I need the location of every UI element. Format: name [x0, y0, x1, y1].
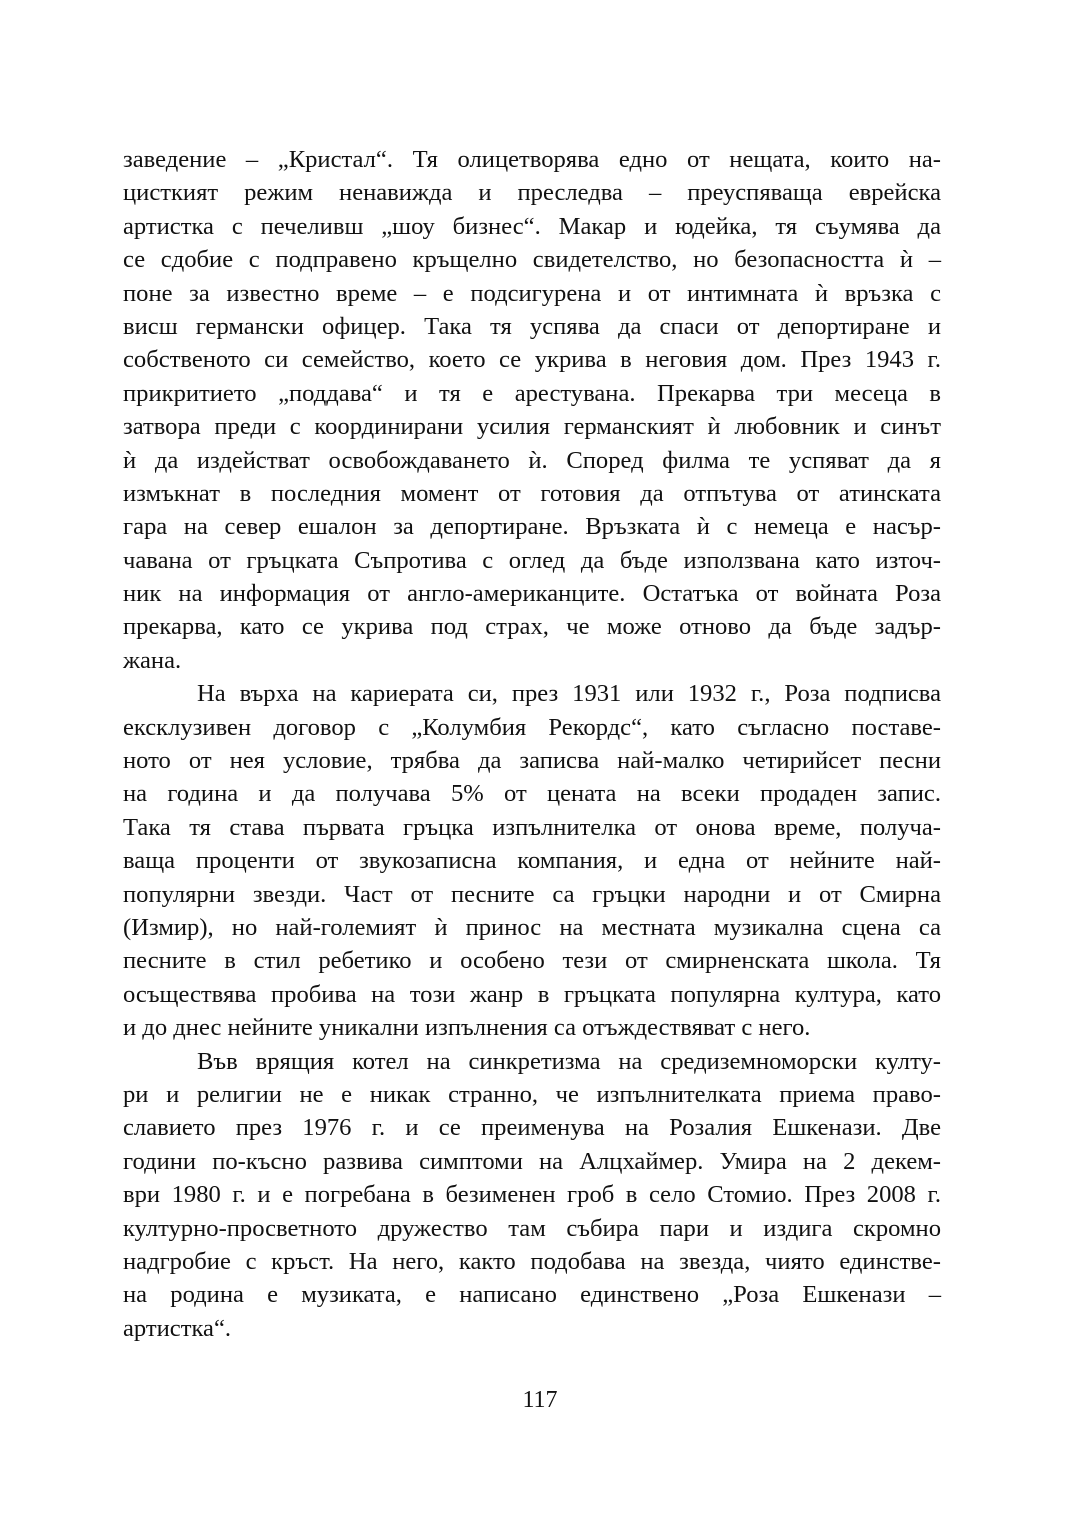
text-line: заведение – „Кристал“. Тя олицетворява едно от нещата, които на- [123, 146, 941, 173]
text-line: и до днес нейните уникални изпълнения са отъждествяват с него. [123, 1014, 811, 1042]
text-line: артистка“. [123, 1314, 232, 1342]
text-line: осъществява пробива на този жанр в гръцката популярна култура, като [123, 980, 941, 1008]
text-line: чавана от гръцката Съпротива с оглед да бъде използвана като източ- [123, 546, 941, 574]
text-line: на родина е музиката, е написано единствено „Роза Ешкенази – [123, 1281, 941, 1309]
text-line: прекарва, като се укрива под страх, че може отново да бъде задър- [123, 613, 941, 641]
text-line: артистка с печеливш „шоу бизнес“. Макар и юдейка, тя съумява да [123, 212, 941, 240]
paragraph [123, 1045, 941, 1346]
text-line: ри и религии не е никак странно, че изпълнителката приема право- [123, 1080, 941, 1108]
text-line: Така тя става първата гръцка изпълнителка от онова време, получа- [123, 813, 941, 841]
text-line: Във врящия котел на синкретизма на средиземноморски култу- [197, 1047, 941, 1075]
text-line: гара на север ешалон за депортиране. Връзката ѝ с немеца е насър- [123, 513, 941, 541]
text-line: собственото си семейство, което се укрива в неговия дом. През 1943 г. [123, 346, 941, 374]
text-line: ното от нея условие, трябва да записва най-малко четирийсет песни [123, 747, 941, 775]
text-line: цисткият режим ненавижда и преследва – преуспяваща еврейска [123, 179, 941, 207]
text-line: културно-просветното дружество там събира пари и издига скромно [123, 1214, 941, 1242]
text-line: поне за известно време – е подсигурена и от интимната ѝ връзка с [123, 279, 941, 307]
text-line: ѝ да издействат освобождаването ѝ. Според филма те успяват да я [123, 446, 941, 474]
text-line: на година и да получава 5% от цената на всеки продаден запис. [123, 780, 941, 808]
text-line: затвора преди с координирани усилия германският ѝ любовник и синът [123, 413, 941, 441]
paragraph [123, 143, 941, 677]
paragraph [123, 677, 941, 1044]
text-line: надгробие с кръст. На него, както подобава на звезда, чиято единстве- [123, 1247, 941, 1275]
text-line: ваща проценти от звукозаписна компания, и една от нейните най- [123, 847, 941, 875]
text-line: ник на информация от англо-американците. Остатъка от войната Роза [123, 580, 941, 608]
text-line: се сдобие с подправено кръщелно свидетелство, но безопасността ѝ – [123, 246, 941, 274]
page-number: 117 [522, 1387, 558, 1413]
text-line: ври 1980 г. и е погребана в безименен гроб в село Стомио. През 2008 г. [123, 1181, 941, 1209]
text-line: популярни звезди. Част от песните са гръцки народни и от Смирна [123, 880, 941, 908]
text-line: славието през 1976 г. и се преименува на Розалия Ешкенази. Две [123, 1114, 941, 1142]
text-line: песните в стил ребетико и особено тези от смирненската школа. Тя [123, 947, 941, 975]
text-line: На върха на кариерата си, през 1931 или 1932 г., Роза подписва [197, 680, 941, 708]
text-line: прикритието „поддава“ и тя е арестувана. Прекарва три месеца в [123, 379, 941, 407]
text-line: (Измир), но най-големият ѝ принос на местната музикална сцена са [123, 913, 941, 941]
body-text [123, 143, 941, 1345]
text-line: висш германски офицер. Така тя успява да спаси от депортиране и [123, 312, 941, 340]
text-line: жана. [123, 646, 182, 674]
text-line: измъкнат в последния момент от готовия да отпътува от атинската [123, 479, 941, 507]
text-line: ексклузивен договор с „Колумбия Рекордс“, като съгласно поставе- [123, 713, 941, 741]
text-line: години по-късно развива симптоми на Алцхаймер. Умира на 2 декем- [123, 1147, 941, 1175]
